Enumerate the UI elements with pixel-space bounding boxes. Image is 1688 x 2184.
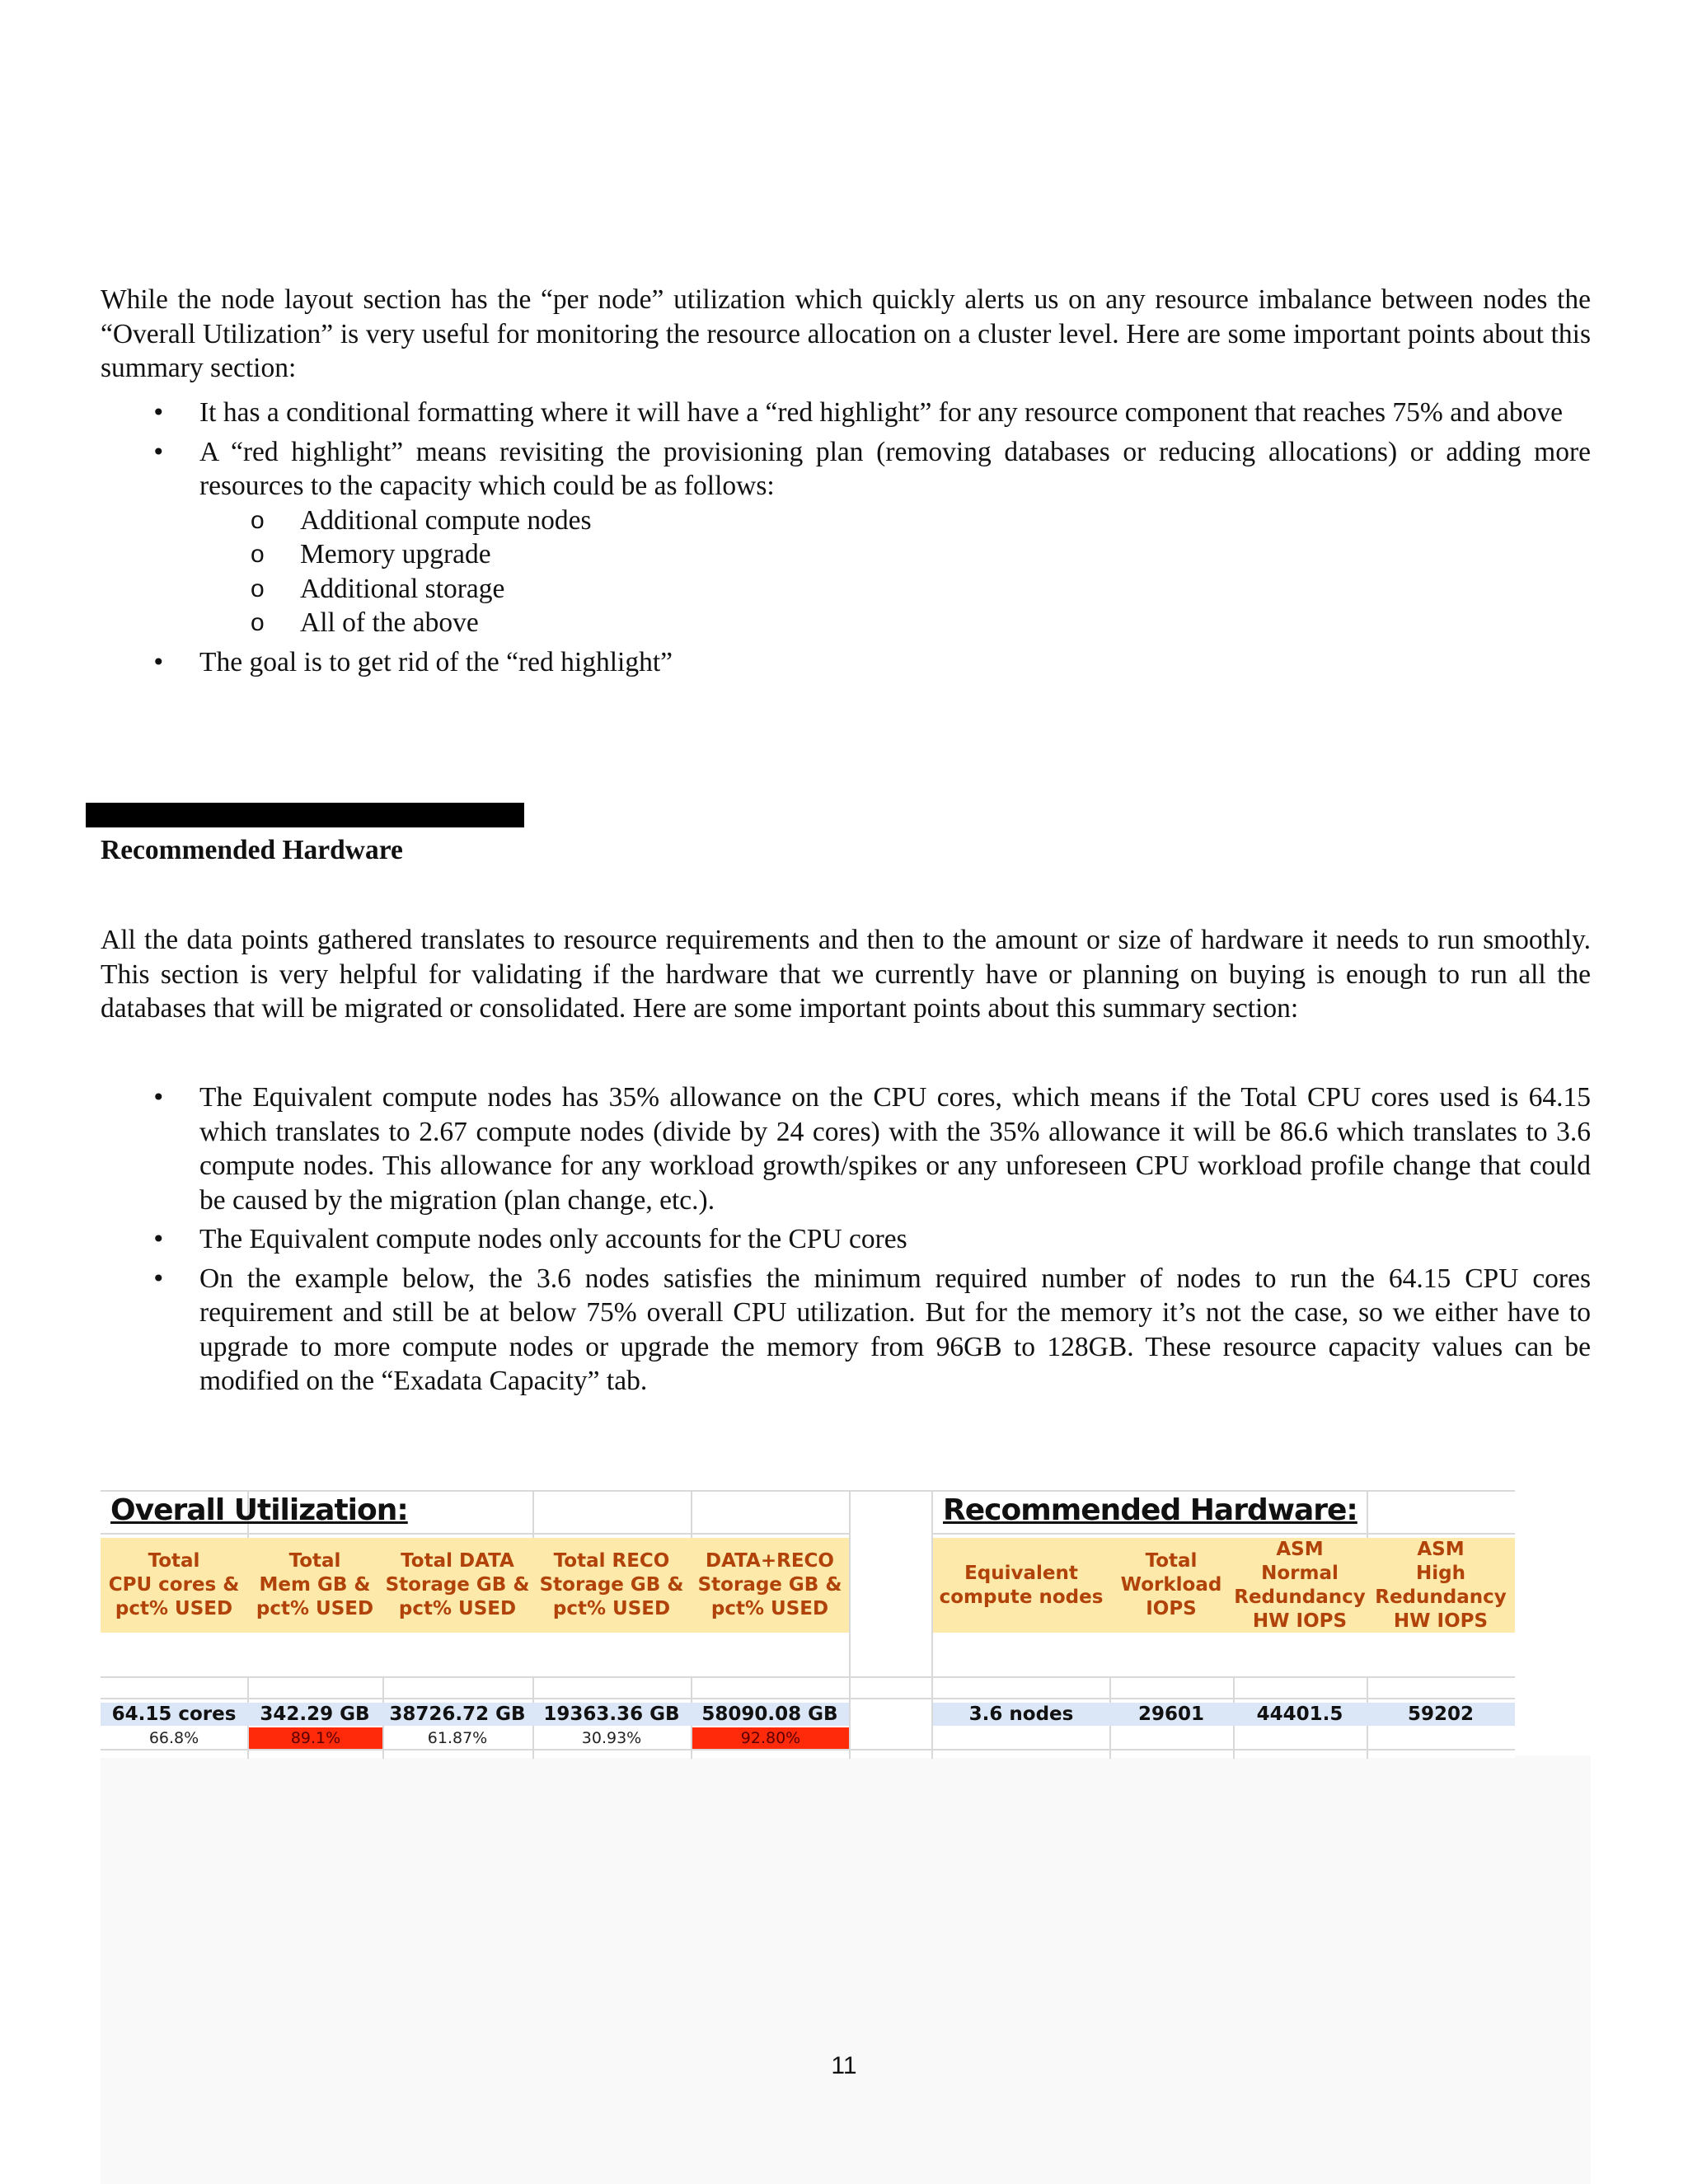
section-heading: Recommended Hardware <box>101 835 403 865</box>
sub-list-item <box>199 504 1591 538</box>
header-data-reco: DATA+RECO Storage GB & pct% USED <box>697 1550 842 1619</box>
value-data-reco-gb: 58090.08 GB <box>701 1704 838 1725</box>
bullet-marker: • <box>152 1084 166 1111</box>
gridline <box>691 1490 692 1538</box>
gridline <box>849 1490 851 1759</box>
bullet-text: The goal is to get rid of the “red highlight” <box>199 646 673 677</box>
sub-marker: o <box>251 506 265 534</box>
intro-paragraph: While the node layout section has the “per node” utilization which quickly alerts us on any resource imbalance between nodes the “Overall Utilization” is very useful for monitoring the resource allocation on a cluster level. Here are some important points about this summary section: <box>101 284 1591 383</box>
list-item <box>101 645 1591 680</box>
value-cpu-cores: 64.15 cores <box>111 1704 237 1725</box>
value-asm-high-iops: 59202 <box>1407 1704 1475 1725</box>
header-equivalent-compute-nodes: Equivalent compute nodes <box>939 1562 1104 1608</box>
sub-item-text: Additional storage <box>300 573 505 604</box>
bullet-text: The Equivalent compute nodes only accounts for the CPU cores <box>199 1224 907 1254</box>
header-total-reco: Total RECO Storage GB & pct% USED <box>539 1550 684 1619</box>
header-total-data: Total DATA Storage GB & pct% USED <box>385 1550 530 1619</box>
spreadsheet-figure <box>101 1490 1515 1758</box>
gridline <box>101 1749 1515 1750</box>
gridline <box>101 1533 851 1535</box>
gridline <box>101 1676 1515 1678</box>
sub-item-text: Additional compute nodes <box>300 504 592 536</box>
list-item <box>101 396 1591 430</box>
sub-marker: o <box>251 574 265 602</box>
header-asm-high-iops: ASM High Redundancy HW IOPS <box>1375 1538 1507 1632</box>
value-asm-normal-iops: 44401.5 <box>1256 1704 1343 1725</box>
pct-reco: 30.93% <box>581 1729 642 1747</box>
bullet-marker: • <box>152 648 166 676</box>
section-bullet-list <box>101 1080 1591 1399</box>
redaction-bar <box>86 803 524 827</box>
sub-list-item <box>199 537 1591 572</box>
gridline <box>532 1490 534 1538</box>
gridline <box>1367 1490 1368 1538</box>
bullet-text: On the example below, the 3.6 nodes satisfies the minimum required number of nodes to run the 64.15 CPU cores requirement and still be at below 75% overall CPU utilization. But for the memory it’s not the case, so we either have to upgrade to more compute nodes or upgrade the memory from 96GB to 128GB. These resource capacity values can be modified on the “Exadata Capacity” tab. <box>199 1263 1591 1396</box>
overall-utilization-title: Overall Utilization: <box>110 1493 408 1527</box>
list-item <box>101 1222 1591 1257</box>
bullet-marker: • <box>152 438 166 466</box>
sub-list <box>199 504 1591 640</box>
pct-data-reco-alert: 92.80% <box>692 1727 849 1749</box>
intro-bullet-list <box>101 396 1591 679</box>
value-mem-gb: 342.29 GB <box>260 1704 370 1725</box>
sub-item-text: All of the above <box>300 607 479 638</box>
header-total-cpu: Total CPU cores & pct% USED <box>108 1550 240 1619</box>
list-item <box>101 1262 1591 1399</box>
value-data-gb: 38726.72 GB <box>389 1704 526 1725</box>
list-item <box>101 1080 1591 1217</box>
sub-list-item <box>199 572 1591 607</box>
gridline <box>101 1490 1515 1492</box>
gridline <box>101 1698 1515 1699</box>
header-asm-normal-iops: ASM Normal Redundancy HW IOPS <box>1234 1538 1366 1632</box>
sub-marker: o <box>251 541 265 568</box>
sub-list-item <box>199 606 1591 640</box>
sub-marker: o <box>251 609 265 636</box>
figure-background <box>101 1755 1591 2184</box>
value-workload-iops: 29601 <box>1137 1704 1205 1725</box>
bullet-text: It has a conditional formatting where it will have a “red highlight” for any resource component that reaches 75% and above <box>199 397 1563 428</box>
pct-data: 61.87% <box>427 1729 488 1747</box>
header-total-mem: Total Mem GB & pct% USED <box>256 1550 374 1619</box>
bullet-text: A “red highlight” means revisiting the provisioning plan (removing databases or reducing allocations) or adding more resources to the capacity which could be as follows: <box>199 436 1591 501</box>
value-reco-gb: 19363.36 GB <box>543 1704 680 1725</box>
sub-item-text: Memory upgrade <box>300 539 491 569</box>
pct-cpu: 66.8% <box>148 1729 199 1747</box>
section-paragraph: All the data points gathered translates to resource requirements and then to the amount or size of hardware it needs to run smoothly. This section is very helpful for validating if the hardware that we currently have or planning on buying is enough to run all the databases that will be migrated or consolidated. Here are some important points about this summary section: <box>101 925 1591 1024</box>
value-equivalent-nodes: 3.6 nodes <box>968 1704 1074 1725</box>
page-number: 11 <box>831 2052 857 2079</box>
header-total-workload-iops: Total Workload IOPS <box>1120 1550 1222 1619</box>
bullet-text: The Equivalent compute nodes has 35% allowance on the CPU cores, which means if the Total CPU cores used is 64.15 which translates to 2.67 compute nodes (divide by 24 cores) with the 35% allowance it will be 86.6 which translates to 3.6 compute nodes. This allowance for any workload growth/spikes or any unforeseen CPU workload profile change that could be caused by the migration (plan change, etc.). <box>199 1082 1591 1216</box>
bullet-marker: • <box>152 1264 166 1292</box>
bullet-marker: • <box>152 399 166 426</box>
recommended-hardware-title: Recommended Hardware: <box>943 1493 1357 1527</box>
list-item <box>101 435 1591 640</box>
pct-mem-alert: 89.1% <box>249 1727 382 1749</box>
gridline <box>933 1533 1515 1535</box>
bullet-marker: • <box>152 1226 166 1253</box>
